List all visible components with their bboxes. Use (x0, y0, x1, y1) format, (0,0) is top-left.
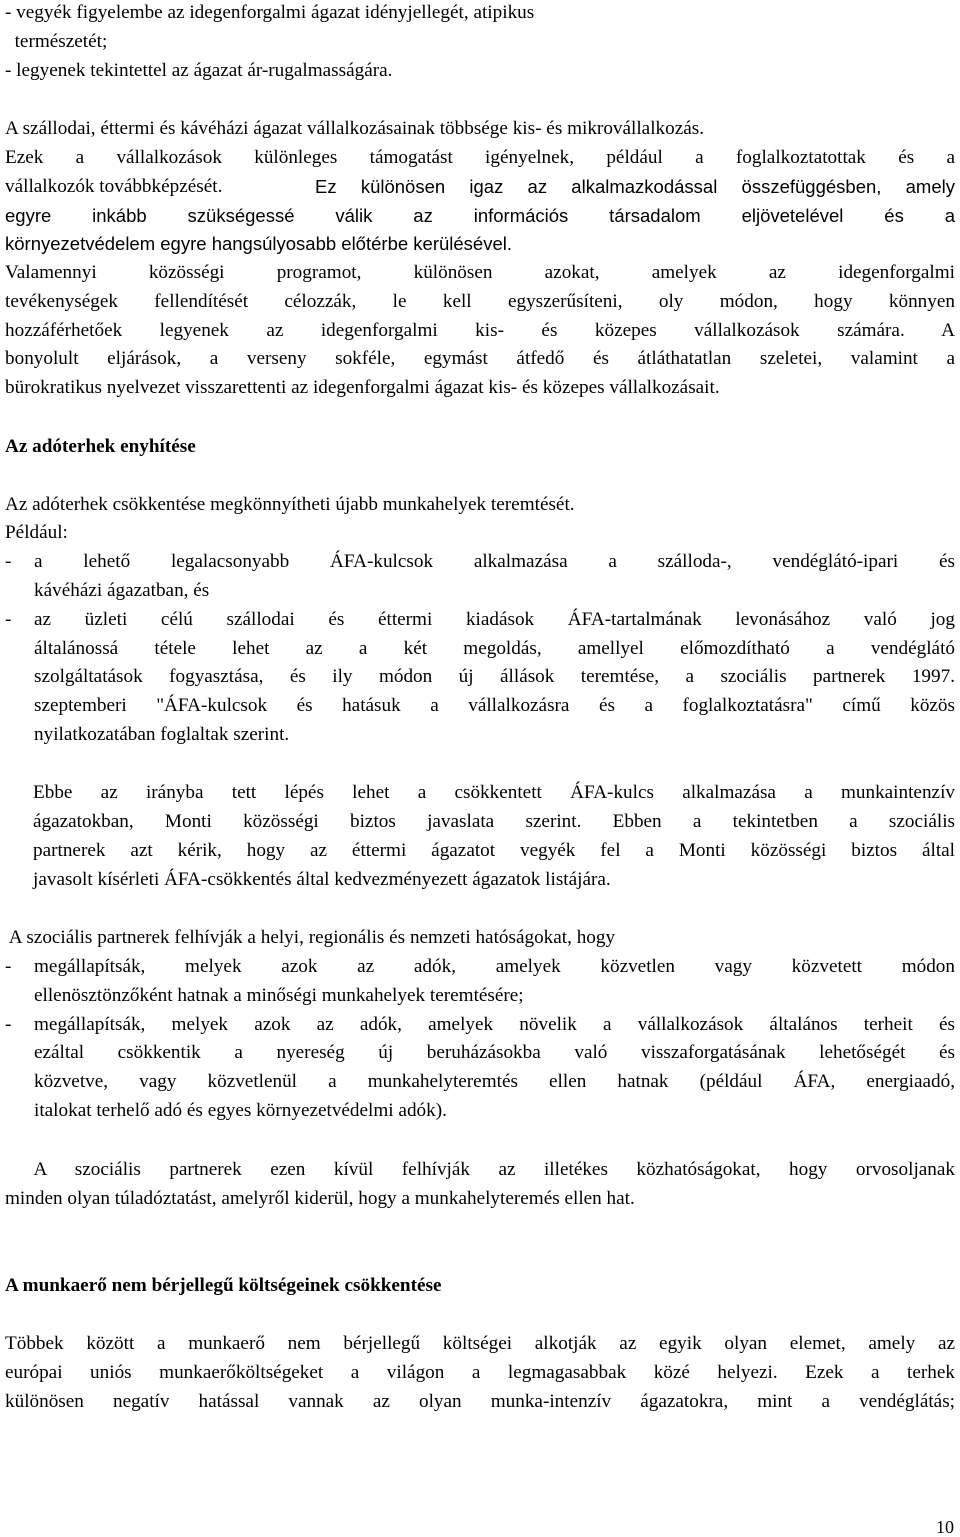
paragraph-line: ágazatokban, Monti közösségi biztos javaslata szerint. Ebben a tekintetben a szociális (33, 811, 955, 832)
paragraph-line: Ebbe az irányba tett lépés lehet a csökkentett ÁFA-kulcs alkalmazása a munkaintenzív (33, 782, 955, 803)
list-item-line: általánossá tétele lehet az a két megoldás, amellyel előmozdítható a vendéglátó (34, 638, 955, 659)
list-item-line: italokat terhelő adó és egyes környezetvédelmi adók). (34, 1100, 447, 1121)
list-dash: - (5, 551, 12, 572)
list-item-line: közvetve, vagy közvetlenül a munkahelyteremtés ellen hatnak (például ÁFA, energiaadó, (34, 1071, 955, 1092)
paragraph-line: Az adóterhek csökkentése megkönnyítheti újabb munkahelyek teremtését. (5, 494, 575, 515)
list-item-line: a lehető legalacsonyabb ÁFA-kulcsok alkalmazása a szálloda-, vendéglátó-ipari és (34, 551, 955, 572)
paragraph-line: A szállodai, éttermi és kávéházi ágazat vállalkozásainak többsége kis- és mikrovállalkozás. (5, 118, 705, 139)
paragraph-line: Valamennyi közösségi programot, különösen azokat, amelyek az idegenforgalmi (5, 262, 955, 283)
paragraph-line: környezetvédelem egyre hangsúlyosabb előtérbe kerülésével. (5, 233, 512, 254)
paragraph-line: tevékenységek fellendítését célozzák, le kell egyszerűsíteni, oly módon, hogy könnyen (5, 291, 955, 312)
paragraph-line: partnerek azt kérik, hogy az éttermi ágazatot vegyék fel a Monti közösségi biztos által (33, 840, 955, 861)
list-dash: - (5, 609, 12, 630)
list-item-line: szolgáltatások fogyasztása, és ily módon új állások teremtése, a szociális partnerek 1997. (34, 666, 955, 687)
paragraph-line: bürokratikus nyelvezet visszarettenti az idegenforgalmi ágazat kis- és közepes vállalkozásait. (5, 377, 720, 398)
paragraph-line: bonyolult eljárások, a verseny sokféle, egymást átfedő és átláthatatlan szeletei, valamint a (5, 348, 955, 369)
paragraph-line: európai uniós munkaerőköltségeket a világon a legmagasabbak közé helyezi. Ezek a terhek (5, 1362, 955, 1383)
section-heading: A munkaerő nem bérjellegű költségeinek csökkentése (5, 1275, 442, 1296)
list-item-line: ellenösztönzőként hatnak a minőségi munkahelyek teremtésére; (34, 985, 524, 1006)
paragraph-line: hozzáférhetőek legyenek az idegenforgalmi kis- és közepes vállalkozások számára. A (5, 320, 955, 341)
list-item-line: megállapítsák, melyek azok az adók, amelyek közvetlen vagy közvetett módon (34, 956, 955, 977)
list-item: - vegyék figyelembe az idegenforgalmi ágazat idényjellegét, atipikus (5, 2, 535, 23)
list-item: - legyenek tekintettel az ágazat ár-rugalmasságára. (5, 60, 393, 81)
list-item-line: ezáltal csökkentik a nyereség új beruházásokba való visszaforgatásának lehetőségét és (34, 1042, 955, 1063)
list-item-line: nyilatkozatában foglaltak szerint. (34, 724, 290, 745)
list-item-line: szeptemberi "ÁFA-kulcsok és hatásuk a vállalkozásra és a foglalkoztatásra" című közös (34, 695, 955, 716)
paragraph-line: A szociális partnerek ezen kívül felhívják az illetékes közhatóságokat, hogy orvosoljanak (5, 1159, 955, 1180)
paragraph-line: A szociális partnerek felhívják a helyi, regionális és nemzeti hatóságokat, hogy (5, 927, 616, 948)
paragraph-line: egyre inkább szükségessé válik az információs társadalom eljövetelével és a (5, 205, 955, 226)
paragraph-line: vállalkozók továbbképzését. (5, 176, 223, 197)
paragraph-line: Ez különösen igaz az alkalmazkodással összefüggésben, amely (315, 176, 955, 197)
paragraph-line: javasolt kísérleti ÁFA-csökkentés által kedvezményezett ágazatok listájára. (33, 869, 611, 890)
list-item-line: az üzleti célú szállodai és éttermi kiadások ÁFA-tartalmának levonásához való jog (34, 609, 955, 630)
paragraph-line: különösen negatív hatással vannak az olyan munka-intenzív ágazatokra, mint a vendéglátás; (5, 1391, 955, 1412)
paragraph-line: Ezek a vállalkozások különleges támogatást igényelnek, például a foglalkoztatottak és a (5, 147, 955, 168)
list-item-line: kávéházi ágazatban, és (34, 580, 210, 601)
paragraph-line: Többek között a munkaerő nem bérjellegű költségei alkotják az egyik olyan elemet, amely az (5, 1333, 955, 1354)
paragraph-line: Például: (5, 522, 68, 543)
list-item-continuation: természetét; (5, 31, 108, 52)
list-dash: - (5, 956, 12, 977)
paragraph-line: minden olyan túladóztatást, amelyről kiderül, hogy a munkahelyteremés ellen hat. (5, 1188, 635, 1209)
list-dash: - (5, 1014, 12, 1035)
section-heading: Az adóterhek enyhítése (5, 436, 196, 457)
list-item-line: megállapítsák, melyek azok az adók, amelyek növelik a vállalkozások általános terheit és (34, 1014, 955, 1035)
page-number: 10 (936, 1517, 954, 1537)
